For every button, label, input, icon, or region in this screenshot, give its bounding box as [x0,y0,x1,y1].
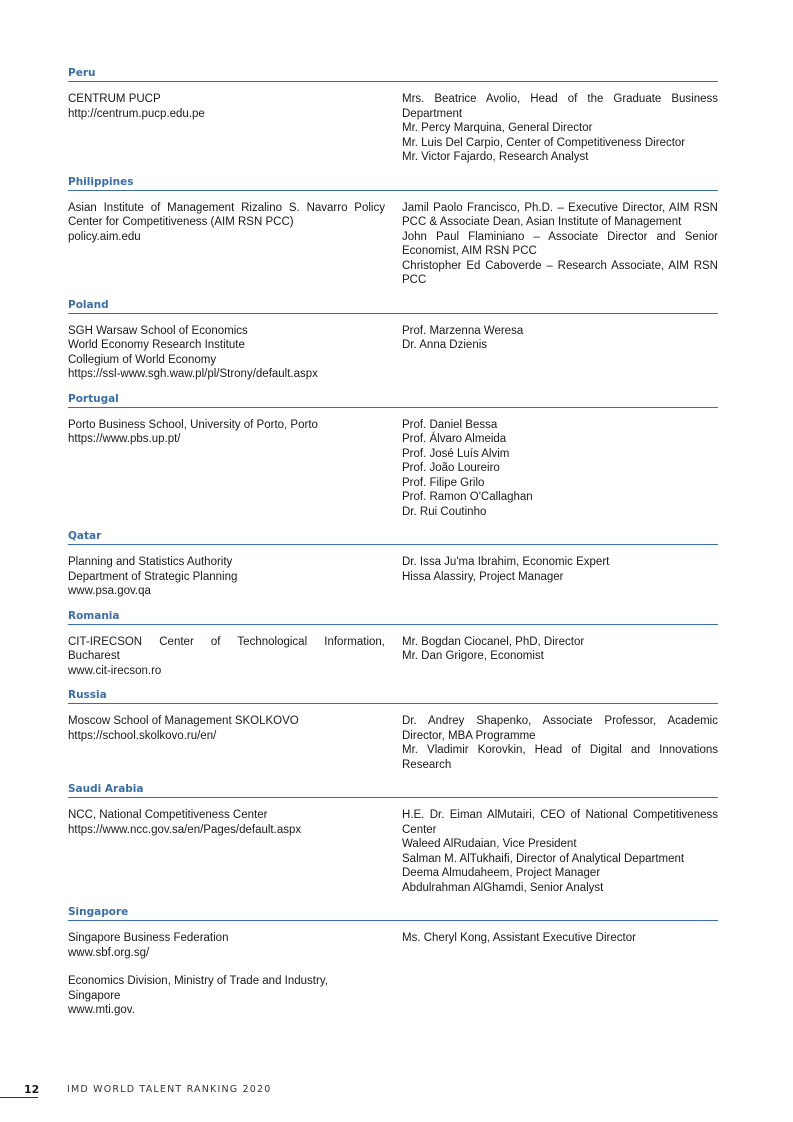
country-section [68,780,718,903]
institute-entry [68,555,718,599]
institute-line: www.psa.gov.qa [68,585,151,597]
country-heading: Poland [68,296,718,314]
institute-line: World Economy Research Institute [68,339,245,351]
institute-line: www.mti.gov. [68,1004,135,1016]
contact-line: Prof. Filipe Grilo [402,476,485,489]
institute-line: www.cit-irecson.ro [68,664,162,677]
institute-line: CENTRUM PUCP [68,93,161,105]
country-heading: Qatar [68,527,718,545]
institute-entry [68,808,718,895]
contact-line: Prof. José Luís Alvim [402,447,510,460]
institute-column [68,201,385,288]
entries [68,625,718,687]
institute-line: policy.aim.edu [68,230,141,243]
institute-entry [68,324,718,382]
contact-line: Dr. Anna Dzienis [402,339,488,351]
contact-line: Research [402,758,452,771]
institute-entry [68,974,718,1018]
contact-line: Economist, AIM RSN PCC [402,245,537,257]
contact-line: Department [402,107,463,120]
contact-line: Mr. Dan Grigore, Economist [402,650,544,662]
contacts-column [402,201,718,288]
contact-line: Prof. Álvaro Almeida [402,433,507,445]
country-section [68,296,718,390]
contact-line: Salman M. AlTukhaifi, Director of Analytical Department [402,852,685,865]
institute-line: CIT-IRECSON Center of Technological Information, [68,635,385,648]
institute-line: https://school.skolkovo.ru/en/ [68,729,217,742]
institute-line: https://www.pbs.up.pt/ [68,433,181,445]
contacts-column [402,974,718,1018]
contacts-column [402,92,718,165]
contact-line: John Paul Flaminiano – Associate Director and Senior [402,230,718,243]
entries [68,704,718,780]
institute-column [68,714,385,772]
contact-line: Mr. Luis Del Carpio, Center of Competitiveness Director [402,136,686,149]
entries [68,798,718,903]
institute-line: Porto Business School, University of Porto, Porto [68,418,318,431]
institute-column [68,931,385,960]
contacts-column [402,324,718,382]
country-heading: Russia [68,686,718,704]
contact-line: Waleed AlRudaian, Vice President [402,838,577,850]
entries [68,545,718,607]
contact-line: Deema Almudaheem, Project Manager [402,867,601,879]
institute-line: Planning and Statistics Authority [68,556,233,568]
institute-line: https://ssl-www.sgh.waw.pl/pl/Strony/default.aspx [68,368,318,380]
institute-line: www.sbf.org.sg/ [68,946,150,959]
institute-entry [68,418,718,520]
contacts-column [402,418,718,520]
institute-line: Economics Division, Ministry of Trade and Industry, [68,975,328,987]
page-number: 12 [24,1083,40,1096]
institute-line: Moscow School of Management SKOLKOVO [68,715,299,727]
entries [68,191,718,296]
footer-rule [0,1097,38,1098]
country-section [68,607,718,687]
partner-institutes-list [68,64,718,1026]
publication-title: IMD WORLD TALENT RANKING 2020 [67,1084,272,1095]
country-section [68,903,718,1026]
contact-line: Prof. Marzenna Weresa [402,324,524,337]
institute-column [68,974,385,1018]
contacts-column [402,555,718,599]
institute-column [68,555,385,599]
contacts-column [402,931,718,960]
contact-line: Abdulrahman AlGhamdi, Senior Analyst [402,881,604,894]
contact-line: Dr. Rui Coutinho [402,505,487,518]
institute-line: Asian Institute of Management Rizalino S. Navarro Policy [68,201,385,214]
contact-line: Mrs. Beatrice Avolio, Head of the Graduate Business [402,93,718,105]
contact-line: Director, MBA Programme [402,729,536,742]
institute-column [68,808,385,895]
institute-line: Bucharest [68,650,120,662]
institute-line: Singapore [68,989,121,1002]
country-heading: Saudi Arabia [68,780,718,798]
institute-line: Department of Strategic Planning [68,570,238,583]
institute-line: Singapore Business Federation [68,932,229,944]
institute-entry [68,714,718,772]
contact-line: Prof. Daniel Bessa [402,418,498,431]
contact-line: PCC [402,274,427,286]
contact-line: Ms. Cheryl Kong, Assistant Executive Director [402,932,636,944]
institute-line: Center for Competitiveness (AIM RSN PCC) [68,216,294,228]
contact-line: H.E. Dr. Eiman AlMutairi, CEO of National Competitiveness [402,809,718,821]
institute-column [68,418,385,520]
country-heading: Romania [68,607,718,625]
institute-line: https://www.ncc.gov.sa/en/Pages/default.aspx [68,823,302,836]
institute-entry [68,92,718,165]
country-heading: Portugal [68,390,718,408]
contact-line: Center [402,823,437,836]
institute-column [68,635,385,679]
institute-line: Collegium of World Economy [68,353,217,366]
country-section [68,64,718,173]
contact-line: Jamil Paolo Francisco, Ph.D. – Executive Director, AIM RSN [402,201,718,214]
country-section [68,527,718,607]
contact-line: Mr. Percy Marquina, General Director [402,122,593,134]
institute-column [68,92,385,165]
entries [68,82,718,173]
institute-entry [68,635,718,679]
contact-line: Hissa Alassiry, Project Manager [402,570,564,583]
institute-line: SGH Warsaw School of Economics [68,324,248,337]
country-heading: Philippines [68,173,718,191]
contact-line: Prof. João Loureiro [402,462,500,474]
institute-column [68,324,385,382]
country-section [68,173,718,296]
page-footer [0,1083,793,1103]
contact-line: PCC & Associate Dean, Asian Institute of Management [402,216,682,228]
contact-line: Mr. Vladimir Korovkin, Head of Digital and Innovations [402,744,718,756]
institute-line: NCC, National Competitiveness Center [68,809,268,821]
contacts-column [402,808,718,895]
entries [68,314,718,390]
country-heading: Singapore [68,903,718,921]
institute-entry [68,931,718,960]
contact-line: Mr. Bogdan Ciocanel, PhD, Director [402,635,585,648]
entries [68,921,718,1026]
country-heading: Peru [68,64,718,82]
contacts-column [402,714,718,772]
contact-line: Prof. Ramon O'Callaghan [402,491,533,503]
contact-line: Christopher Ed Caboverde – Research Associate, AIM RSN [402,259,718,272]
institute-line: http://centrum.pucp.edu.pe [68,107,205,120]
contact-line: Dr. Andrey Shapenko, Associate Professor, Academic [402,715,718,727]
contacts-column [402,635,718,679]
contact-line: Mr. Victor Fajardo, Research Analyst [402,151,589,163]
institute-entry [68,201,718,288]
entries [68,408,718,528]
country-section [68,686,718,780]
country-section [68,390,718,528]
contact-line: Dr. Issa Ju'ma Ibrahim, Economic Expert [402,556,610,568]
